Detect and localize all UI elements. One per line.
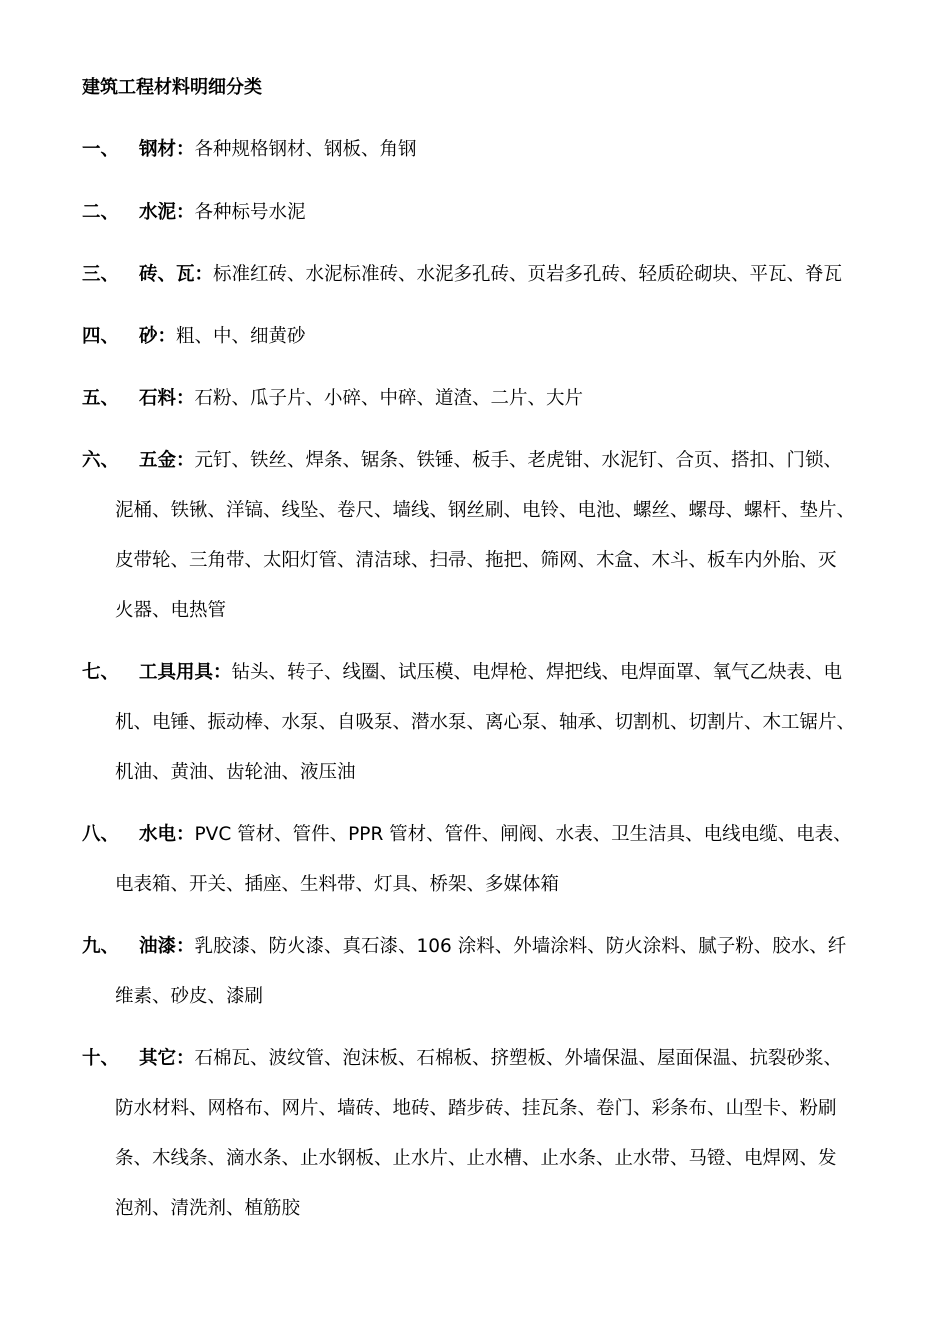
category-content: 各种标号水泥: [194, 202, 306, 223]
category-line: [82, 872, 882, 922]
document-title: 建筑工程材料明细分类: [82, 77, 262, 98]
category-item-others: [82, 1046, 882, 1246]
category-label: 砖、瓦：: [139, 264, 214, 285]
category-line: [82, 1196, 882, 1246]
category-content: PVC 管材、管件、PPR 管材、管件、闸阀、水表、卫生洁具、电线电缆、电表、: [194, 824, 852, 845]
category-label: 砂：: [139, 326, 177, 347]
category-line: [82, 262, 882, 312]
category-line: [82, 1146, 882, 1196]
category-content: 维素、砂皮、漆刷: [115, 986, 264, 1007]
category-line: [82, 386, 882, 436]
category-content: 钻头、转子、线圈、试压模、电焊枪、焊把线、电焊面罩、氧气乙炔表、电: [231, 662, 843, 683]
category-line: [82, 598, 882, 648]
category-item-bricks-tiles: [82, 262, 882, 312]
category-content: 机油、黄油、齿轮油、液压油: [115, 762, 356, 783]
category-line: [82, 324, 882, 374]
category-line: [82, 984, 882, 1034]
category-number: 九、: [82, 936, 120, 957]
category-content: 各种规格钢材、钢板、角钢: [194, 139, 417, 160]
category-item-tools: [82, 660, 882, 810]
category-item-paint: [82, 934, 882, 1034]
category-line: [82, 548, 882, 598]
category-content: 皮带轮、三角带、太阳灯管、清洁球、扫帚、拖把、筛网、木盒、木斗、板车内外胎、灭: [115, 550, 837, 571]
category-label: 油漆：: [139, 936, 195, 957]
category-content: 元钉、铁丝、焊条、锯条、铁锤、板手、老虎钳、水泥钉、合页、搭扣、门锁、: [194, 450, 843, 471]
category-label: 水电：: [139, 824, 195, 845]
category-line: [82, 1046, 882, 1096]
category-line: [82, 934, 882, 984]
category-content: 石棉瓦、波纹管、泡沫板、石棉板、挤塑板、外墙保温、屋面保温、抗裂砂浆、: [194, 1048, 843, 1069]
category-line: [82, 200, 882, 250]
category-content: 防水材料、网格布、网片、墙砖、地砖、踏步砖、挂瓦条、卷门、彩条布、山型卡、粉刷: [115, 1098, 837, 1119]
category-label: 钢材：: [139, 139, 195, 160]
category-label: 其它：: [139, 1048, 195, 1069]
category-content: 石粉、瓜子片、小碎、中碎、道渣、二片、大片: [194, 388, 584, 409]
category-number: 七、: [82, 662, 120, 683]
category-line: [82, 137, 882, 187]
category-item-steel: [82, 137, 882, 187]
category-number: 三、: [82, 264, 120, 285]
category-label: 水泥：: [139, 202, 195, 223]
category-item-sand: [82, 324, 882, 374]
category-item-hardware: [82, 448, 882, 648]
category-line: [82, 1096, 882, 1146]
category-line: [82, 760, 882, 810]
category-content: 机、电锤、振动棒、水泵、自吸泵、潜水泵、离心泵、轴承、切割机、切割片、木工锯片、: [115, 712, 856, 733]
category-content: 电表箱、开关、插座、生料带、灯具、桥架、多媒体箱: [115, 874, 560, 895]
category-number: 二、: [82, 202, 120, 223]
category-number: 五、: [82, 388, 120, 409]
category-content: 标准红砖、水泥标准砖、水泥多孔砖、页岩多孔砖、轻质砼砌块、平瓦、脊瓦: [213, 264, 843, 285]
category-number: 十、: [82, 1048, 120, 1069]
category-item-cement: [82, 200, 882, 250]
category-number: 八、: [82, 824, 120, 845]
category-number: 六、: [82, 450, 120, 471]
category-label: 石料：: [139, 388, 195, 409]
category-line: [82, 660, 882, 710]
category-line: [82, 822, 882, 872]
category-content: 火器、电热管: [115, 600, 227, 621]
category-content: 泥桶、铁锹、洋镐、线坠、卷尺、墙线、钢丝刷、电铃、电池、螺丝、螺母、螺杆、垫片、: [115, 500, 856, 521]
category-label: 五金：: [139, 450, 195, 471]
category-item-plumbing-electrical: [82, 822, 882, 922]
category-content: 粗、中、细黄砂: [176, 326, 306, 347]
category-content: 条、木线条、滴水条、止水钢板、止水片、止水槽、止水条、止水带、马镫、电焊网、发: [115, 1148, 837, 1169]
category-content: 乳胶漆、防火漆、真石漆、106 涂料、外墙涂料、防火涂料、腻子粉、胶水、纤: [194, 936, 847, 957]
category-item-stone: [82, 386, 882, 436]
category-number: 四、: [82, 326, 120, 347]
category-line: [82, 498, 882, 548]
category-line: [82, 710, 882, 760]
category-content: 泡剂、清洗剂、植筋胶: [115, 1198, 301, 1219]
category-label: 工具用具：: [139, 662, 232, 683]
category-line: [82, 448, 882, 498]
category-number: 一、: [82, 139, 120, 160]
